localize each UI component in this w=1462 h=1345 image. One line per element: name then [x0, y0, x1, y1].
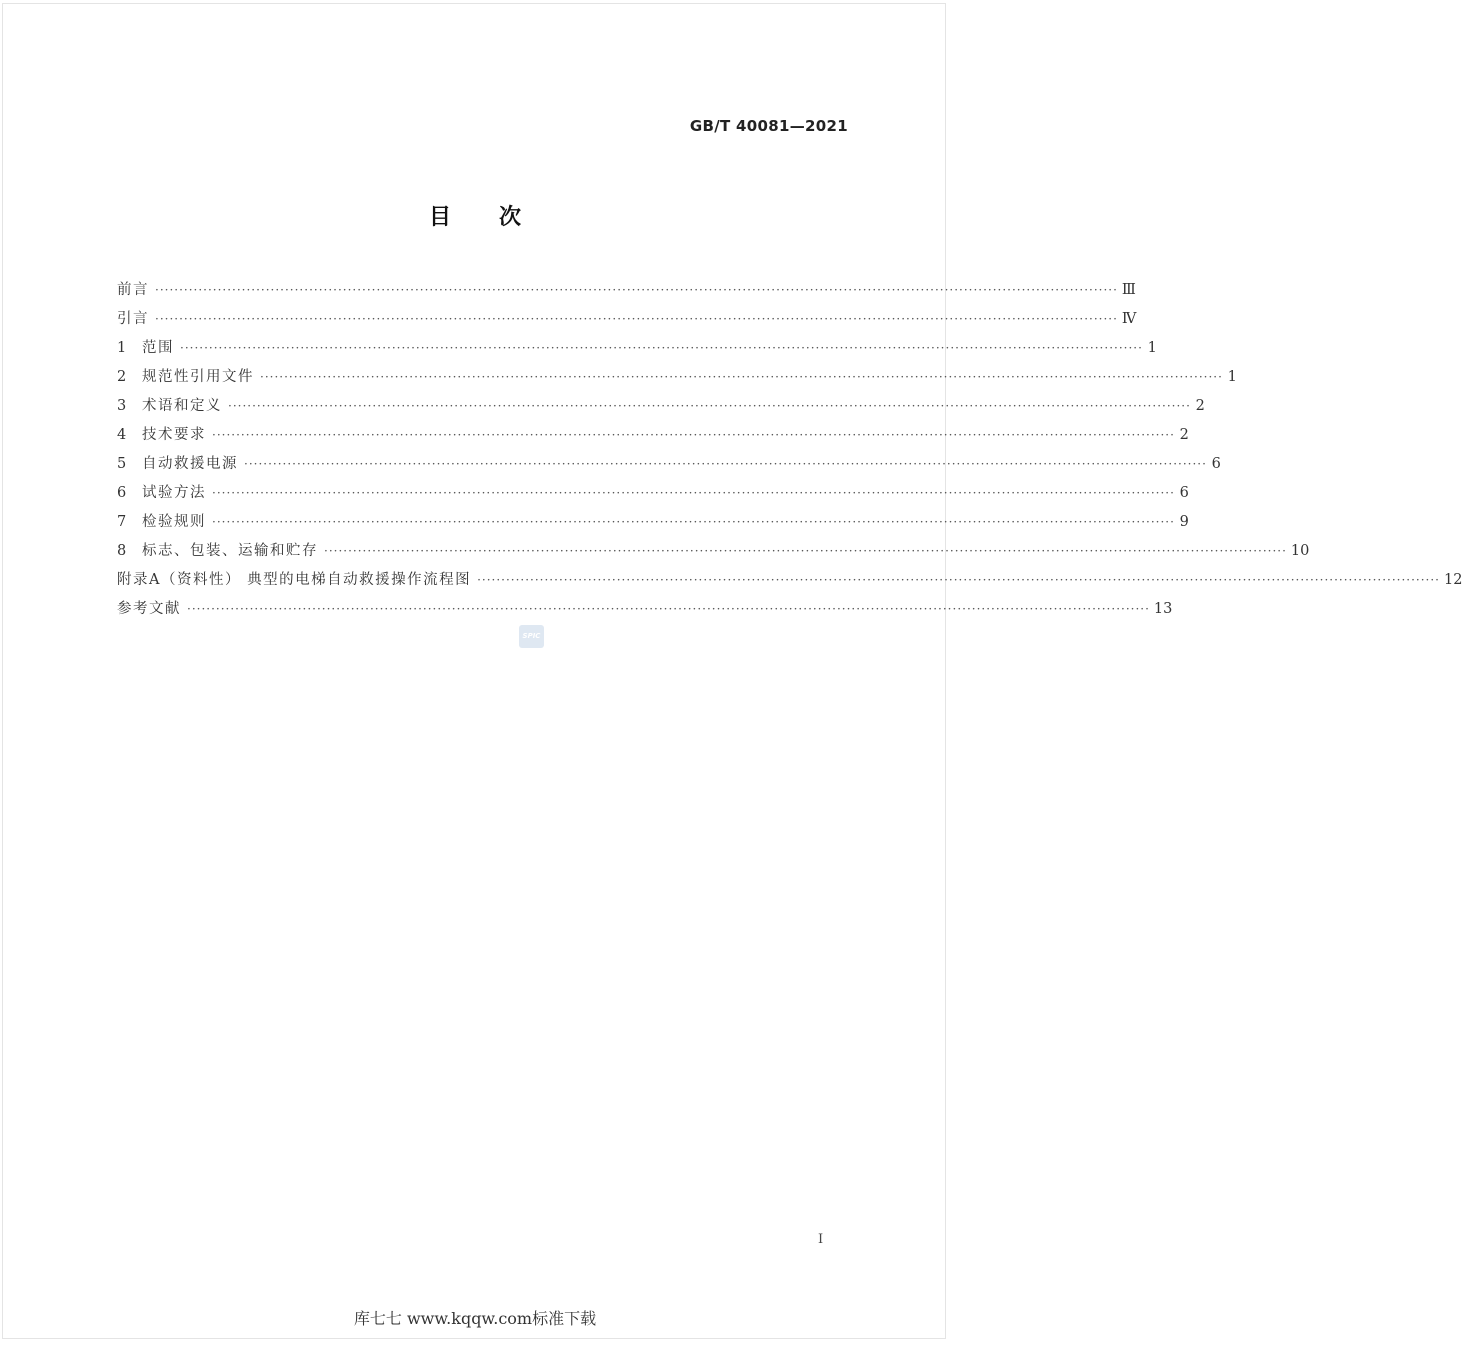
toc-entry-number: 5 [117, 456, 127, 472]
toc-entry-page: 13 [1153, 601, 1173, 617]
toc-leader-dots: ········································································································································································································ [212, 428, 1175, 442]
toc-leader-dots: ········································································································································································································ [212, 515, 1175, 529]
toc-entry-label: 标志、包装、运输和贮存 [142, 543, 318, 559]
toc-leader-dots: ········································································································································································································ [244, 457, 1207, 471]
toc-entry-inspection-rules[interactable] [117, 510, 1189, 539]
toc-entry-number: 6 [117, 485, 127, 501]
toc-entry-bibliography[interactable] [117, 597, 1173, 626]
toc-entry-number: 1 [117, 340, 127, 356]
toc-entry-label: 术语和定义 [142, 398, 222, 414]
toc-entry-label: 范围 [142, 340, 174, 356]
toc-entry-number: 7 [117, 514, 127, 530]
toc-entry-marking-packaging[interactable] [117, 539, 1310, 568]
toc-entry-preface[interactable] [117, 278, 1136, 307]
toc-leader-dots: ········································································································································································································ [155, 312, 1118, 326]
toc-entry-label: 前言 [117, 282, 149, 298]
toc-entry-page: 12 [1443, 572, 1462, 588]
toc-leader-dots: ········································································································································································································ [187, 602, 1150, 616]
toc-entry-label: 技术要求 [142, 427, 206, 443]
toc-leader-dots: ········································································································································································································ [260, 370, 1223, 384]
toc-entry-page: 6 [1211, 456, 1221, 472]
toc-entry-page: 1 [1147, 340, 1157, 356]
watermark-stamp-icon: SPIC [519, 625, 544, 648]
toc-entry-rescue-power[interactable] [117, 452, 1221, 481]
footer-text: 库七七 www.kqqw.com标准下载 [353, 1309, 597, 1328]
toc-entry-label: 检验规则 [142, 514, 206, 530]
toc-entry-number: 8 [117, 543, 127, 559]
toc-entry-number: 3 [117, 398, 127, 414]
toc-entry-label: 试验方法 [142, 485, 206, 501]
toc-entry-annex-a[interactable] [117, 568, 1462, 597]
toc-entry-number: 2 [117, 369, 127, 385]
toc-entry-page: 2 [1179, 427, 1189, 443]
toc-entry-technical-requirements[interactable] [117, 423, 1189, 452]
toc-entry-page: Ⅳ [1121, 311, 1137, 327]
toc-entry-label: 自动救援电源 [142, 456, 238, 472]
toc-entry-page: 1 [1227, 369, 1237, 385]
toc-entry-page: 6 [1179, 485, 1189, 501]
page-number: I [818, 1232, 824, 1247]
toc-leader-dots: ········································································································································································································ [324, 544, 1287, 558]
toc-leader-dots: ········································································································································································································ [212, 486, 1175, 500]
toc-entry-number: 4 [117, 427, 127, 443]
toc-leader-dots: ········································································································································································································ [155, 283, 1118, 297]
toc-leader-dots: ········································································································································································································ [180, 341, 1143, 355]
toc-entry-label: 附录A（资料性） 典型的电梯自动救援操作流程图 [117, 572, 472, 588]
toc-entry-test-methods[interactable] [117, 481, 1189, 510]
table-of-contents [117, 278, 1462, 626]
toc-entry-page: 10 [1290, 543, 1310, 559]
toc-entry-page: 2 [1195, 398, 1205, 414]
toc-leader-dots: ········································································································································································································ [477, 573, 1440, 587]
toc-entry-normative-references[interactable] [117, 365, 1237, 394]
toc-entry-page: Ⅲ [1121, 282, 1136, 298]
toc-entry-terms-definitions[interactable] [117, 394, 1205, 423]
toc-entry-page: 9 [1179, 514, 1189, 530]
toc-entry-label: 引言 [117, 311, 149, 327]
toc-leader-dots: ········································································································································································································ [228, 399, 1191, 413]
standard-code: GB/T 40081—2021 [689, 117, 848, 135]
toc-title: 目次 [428, 205, 569, 230]
toc-entry-label: 规范性引用文件 [142, 369, 254, 385]
toc-entry-introduction[interactable] [117, 307, 1137, 336]
toc-entry-scope[interactable] [117, 336, 1157, 365]
toc-entry-label: 参考文献 [117, 601, 181, 617]
